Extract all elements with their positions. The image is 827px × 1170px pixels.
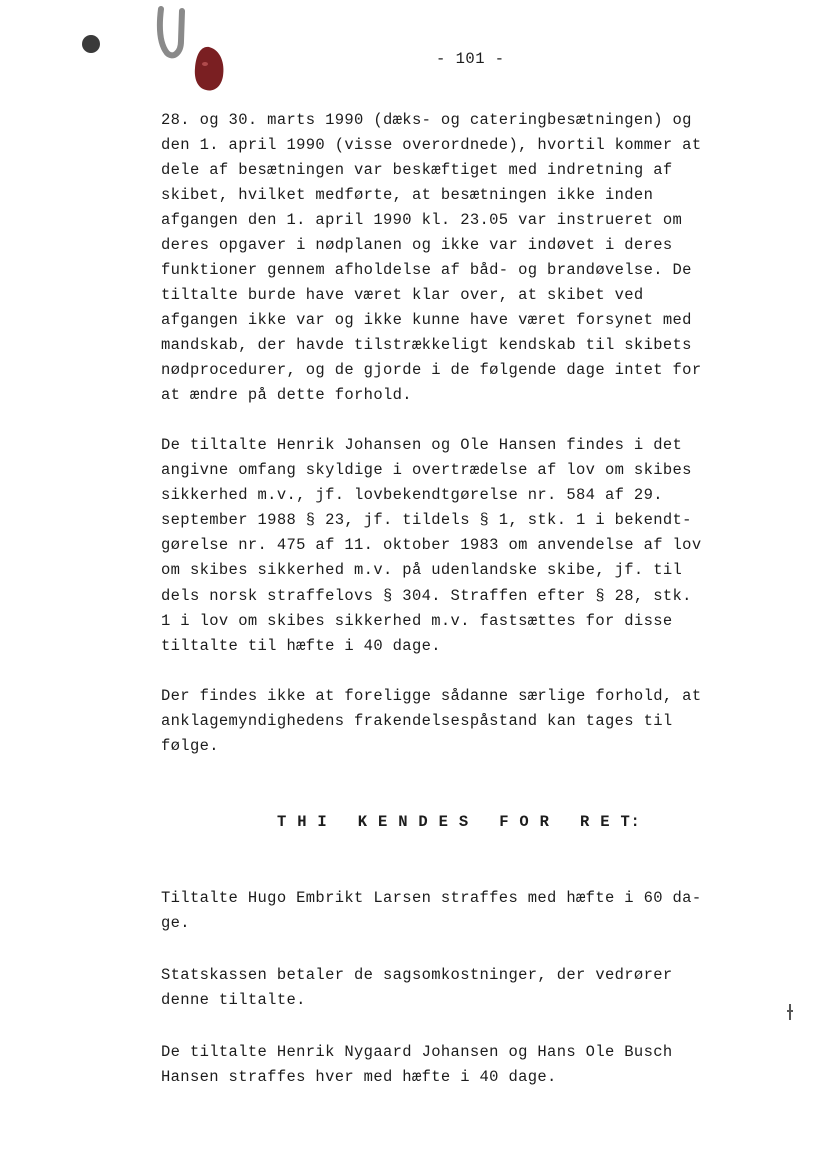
text-line: at ændre på dette forhold. <box>161 386 412 404</box>
text-line: De tiltalte Henrik Nygaard Johansen og Hans Ole Busch <box>161 1043 673 1061</box>
text-line: sikkerhed m.v., jf. lovbekendtgørelse nr. 584 af 29. <box>161 486 663 504</box>
text-line: den 1. april 1990 (visse overordnede), hvortil kommer at <box>161 136 702 154</box>
text-line: denne tiltalte. <box>161 991 306 1009</box>
text-line: følge. <box>161 737 219 755</box>
text-line: anklagemyndighedens frakendelsespåstand kan tages til <box>161 712 673 730</box>
text-line: deres opgaver i nødplanen og ikke var indøvet i deres <box>161 236 673 254</box>
paper-clip-mark <box>155 5 187 60</box>
text-line: afgangen ikke var og ikke kunne have været forsynet med <box>161 311 692 329</box>
text-line: angivne omfang skyldige i overtrædelse af lov om skibes <box>161 461 692 479</box>
text-line: ge. <box>161 914 190 932</box>
text-line: om skibes sikkerhed m.v. på udenlandske skibe, jf. til <box>161 561 683 579</box>
text-line: Der findes ikke at foreligge sådanne særlige forhold, at <box>161 687 702 705</box>
text-line: tiltalte til hæfte i 40 dage. <box>161 637 441 655</box>
text-line: 28. og 30. marts 1990 (dæks- og cateringbesætningen) og <box>161 111 692 129</box>
text-line: mandskab, der havde tilstrækkeligt kendskab til skibets <box>161 336 692 354</box>
text-line: Hansen straffes hver med hæfte i 40 dage. <box>161 1068 557 1086</box>
text-line: dels norsk straffelovs § 304. Straffen efter § 28, stk. <box>161 587 692 605</box>
text-line: gørelse nr. 475 af 11. oktober 1983 om anvendelse af lov <box>161 536 702 554</box>
red-ink-blot <box>191 44 227 94</box>
page-number: - 101 - <box>436 50 505 68</box>
text-line: Tiltalte Hugo Embrikt Larsen straffes med hæfte i 60 da- <box>161 889 702 907</box>
text-line: 1 i lov om skibes sikkerhed m.v. fastsættes for disse <box>161 612 673 630</box>
text-line: skibet, hvilket medførte, at besætningen ikke inden <box>161 186 654 204</box>
text-line: afgangen den 1. april 1990 kl. 23.05 var instrueret om <box>161 211 683 229</box>
text-line: september 1988 § 23, jf. tildels § 1, stk. 1 i bekendt- <box>161 511 692 529</box>
text-line: tiltalte burde have været klar over, at skibet ved <box>161 286 644 304</box>
text-line: nødprocedurer, og de gjorde i de følgende dage intet for <box>161 361 702 379</box>
text-line: funktioner gennem afholdelse af båd- og brandøvelse. De <box>161 261 692 279</box>
text-line: Statskassen betaler de sagsomkostninger, der vedrører <box>161 966 673 984</box>
ink-dot-mark <box>80 33 102 55</box>
margin-mark <box>785 1003 795 1021</box>
text-line: dele af besætningen var beskæftiget med indretning af <box>161 161 673 179</box>
verdict-heading: T H I K E N D E S F O R R E T: <box>277 813 641 831</box>
text-line: De tiltalte Henrik Johansen og Ole Hansen findes i det <box>161 436 683 454</box>
